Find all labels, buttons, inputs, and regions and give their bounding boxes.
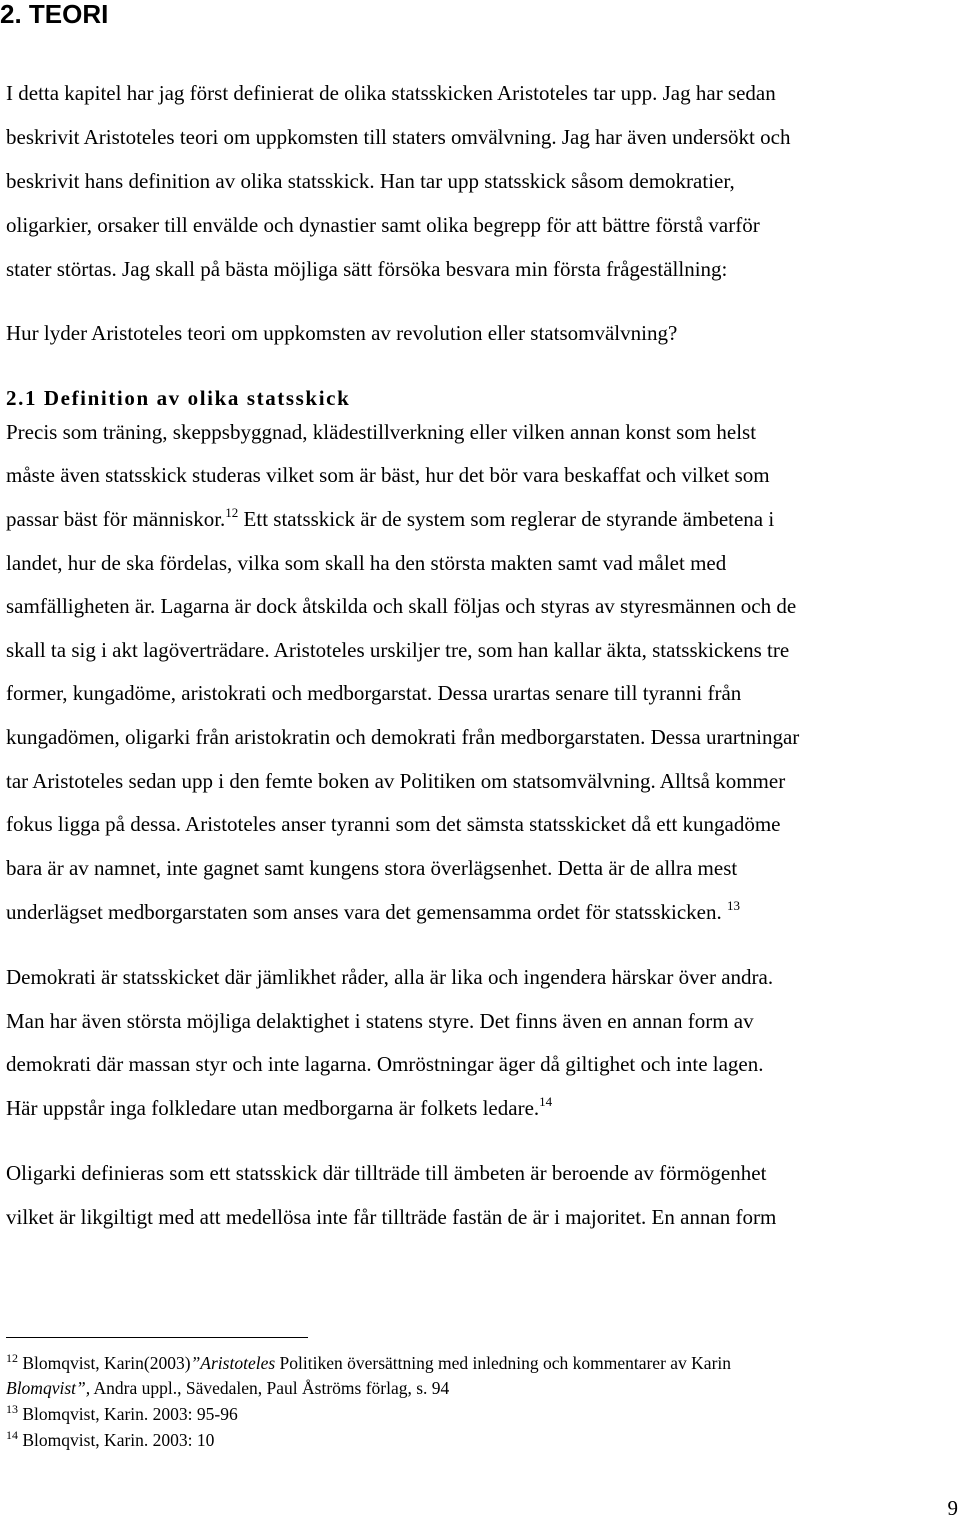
text-line: beskrivit Aristoteles teori om uppkomsten till staters omvälvning. Jag har även undersökt och bbox=[6, 125, 791, 149]
footnote-13 bbox=[6, 1403, 238, 1425]
footnote-ref-12[interactable]: 12 bbox=[225, 505, 239, 520]
footnote-ref-14[interactable]: 14 bbox=[539, 1094, 553, 1109]
research-question: Hur lyder Aristoteles teori om uppkomsten av revolution eller statsomvälvning? bbox=[6, 321, 678, 345]
text-line bbox=[6, 899, 740, 925]
text-span: Blomqvist, Karin. 2003: 95-96 bbox=[18, 1404, 238, 1424]
footnote-number: 14 bbox=[6, 1428, 18, 1442]
text-line bbox=[6, 506, 774, 532]
text-line: bara är av namnet, inte gagnet samt kungens stora överlägsenhet. Detta är de allra mest bbox=[6, 856, 738, 880]
text-line: former, kungadöme, aristokrati och medborgarstat. Dessa urartas senare till tyranni från bbox=[6, 681, 742, 705]
text-span: Politiken översättning med inledning och kommentarer av Karin bbox=[275, 1353, 732, 1373]
text-span: Blomqvist, Karin. 2003: 10 bbox=[18, 1430, 215, 1450]
footnote-14 bbox=[6, 1429, 214, 1451]
chapter-heading: 2. TEORI bbox=[0, 0, 109, 29]
text-line: Precis som träning, skeppsbyggnad, klädestillverkning eller vilken annan konst som helst bbox=[6, 420, 757, 444]
text-line: stater störtas. Jag skall på bästa möjliga sätt försöka besvara min första frågeställning: bbox=[6, 257, 728, 281]
text-line: Oligarki definieras som ett statsskick där tillträde till ämbeten är beroende av förmögenhet bbox=[6, 1161, 767, 1185]
text-span: underlägset medborgarstaten som anses vara det gemensamma ordet för statsskicken. bbox=[6, 900, 727, 924]
text-line: skall ta sig i akt lagöverträdare. Aristoteles urskiljer tre, som han kallar äkta, statsskickens tre bbox=[6, 638, 790, 662]
text-line: vilket är likgiltigt med att medellösa inte får tillträde fastän de är i majoritet. En annan form bbox=[6, 1205, 777, 1229]
text-span: Ett statsskick är de system som reglerar de styrande ämbetena i bbox=[238, 507, 775, 531]
text-line: fokus ligga på dessa. Aristoteles anser tyranni som det sämsta statsskicket då ett kungadöme bbox=[6, 812, 781, 836]
footnote-number: 12 bbox=[6, 1351, 18, 1365]
text-line: måste även statsskick studeras vilket som är bäst, hur det bör vara beskaffat och vilket som bbox=[6, 463, 770, 487]
section-heading: 2.1 Definition av olika statsskick bbox=[6, 386, 351, 410]
page-number: 9 bbox=[947, 1496, 958, 1520]
text-span: Blomqvist, Karin(2003) bbox=[18, 1353, 191, 1373]
text-line: oligarkier, orsaker till envälde och dynastier samt olika begrepp för att bättre förstå varför bbox=[6, 213, 760, 237]
text-span: passar bäst för människor. bbox=[6, 507, 226, 531]
text-line: demokrati där massan styr och inte lagarna. Omröstningar äger då giltighet och inte lagen. bbox=[6, 1052, 764, 1076]
book-title: ”Aristoteles bbox=[190, 1353, 276, 1373]
footnote-12 bbox=[6, 1352, 731, 1374]
text-line: kungadömen, oligarki från aristokratin och demokrati från medborgarstaten. Dessa urartningar bbox=[6, 725, 800, 749]
footnote-separator bbox=[6, 1337, 308, 1338]
footnote-12-continued bbox=[6, 1377, 449, 1399]
book-title: Blomqvist”, bbox=[6, 1378, 91, 1398]
footnote-ref-13[interactable]: 13 bbox=[726, 898, 740, 913]
text-line: landet, hur de ska fördelas, vilka som skall ha den största makten samt vad målet med bbox=[6, 551, 727, 575]
footnote-number: 13 bbox=[6, 1402, 18, 1416]
text-line bbox=[6, 1095, 552, 1121]
text-line: beskrivit hans definition av olika statsskick. Han tar upp statsskick såsom demokratier, bbox=[6, 169, 735, 193]
text-line: tar Aristoteles sedan upp i den femte boken av Politiken om statsomvälvning. Alltså kommer bbox=[6, 769, 786, 793]
text-span: Här uppstår inga folkledare utan medborgarna är folkets ledare. bbox=[6, 1096, 540, 1120]
text-line: samfälligheten är. Lagarna är dock åtskilda och skall följas och styras av styresmännen och de bbox=[6, 594, 797, 618]
text-line: Man har även största möjliga delaktighet i statens styre. Det finns även en annan form av bbox=[6, 1009, 754, 1033]
text-line: Demokrati är statsskicket där jämlikhet råder, alla är lika och ingendera härskar över andra. bbox=[6, 965, 774, 989]
text-span: Andra uppl., Sävedalen, Paul Åströms förlag, s. 94 bbox=[90, 1378, 450, 1398]
text-line: I detta kapitel har jag först definierat de olika statsskicken Aristoteles tar upp. Jag har sedan bbox=[6, 81, 776, 105]
